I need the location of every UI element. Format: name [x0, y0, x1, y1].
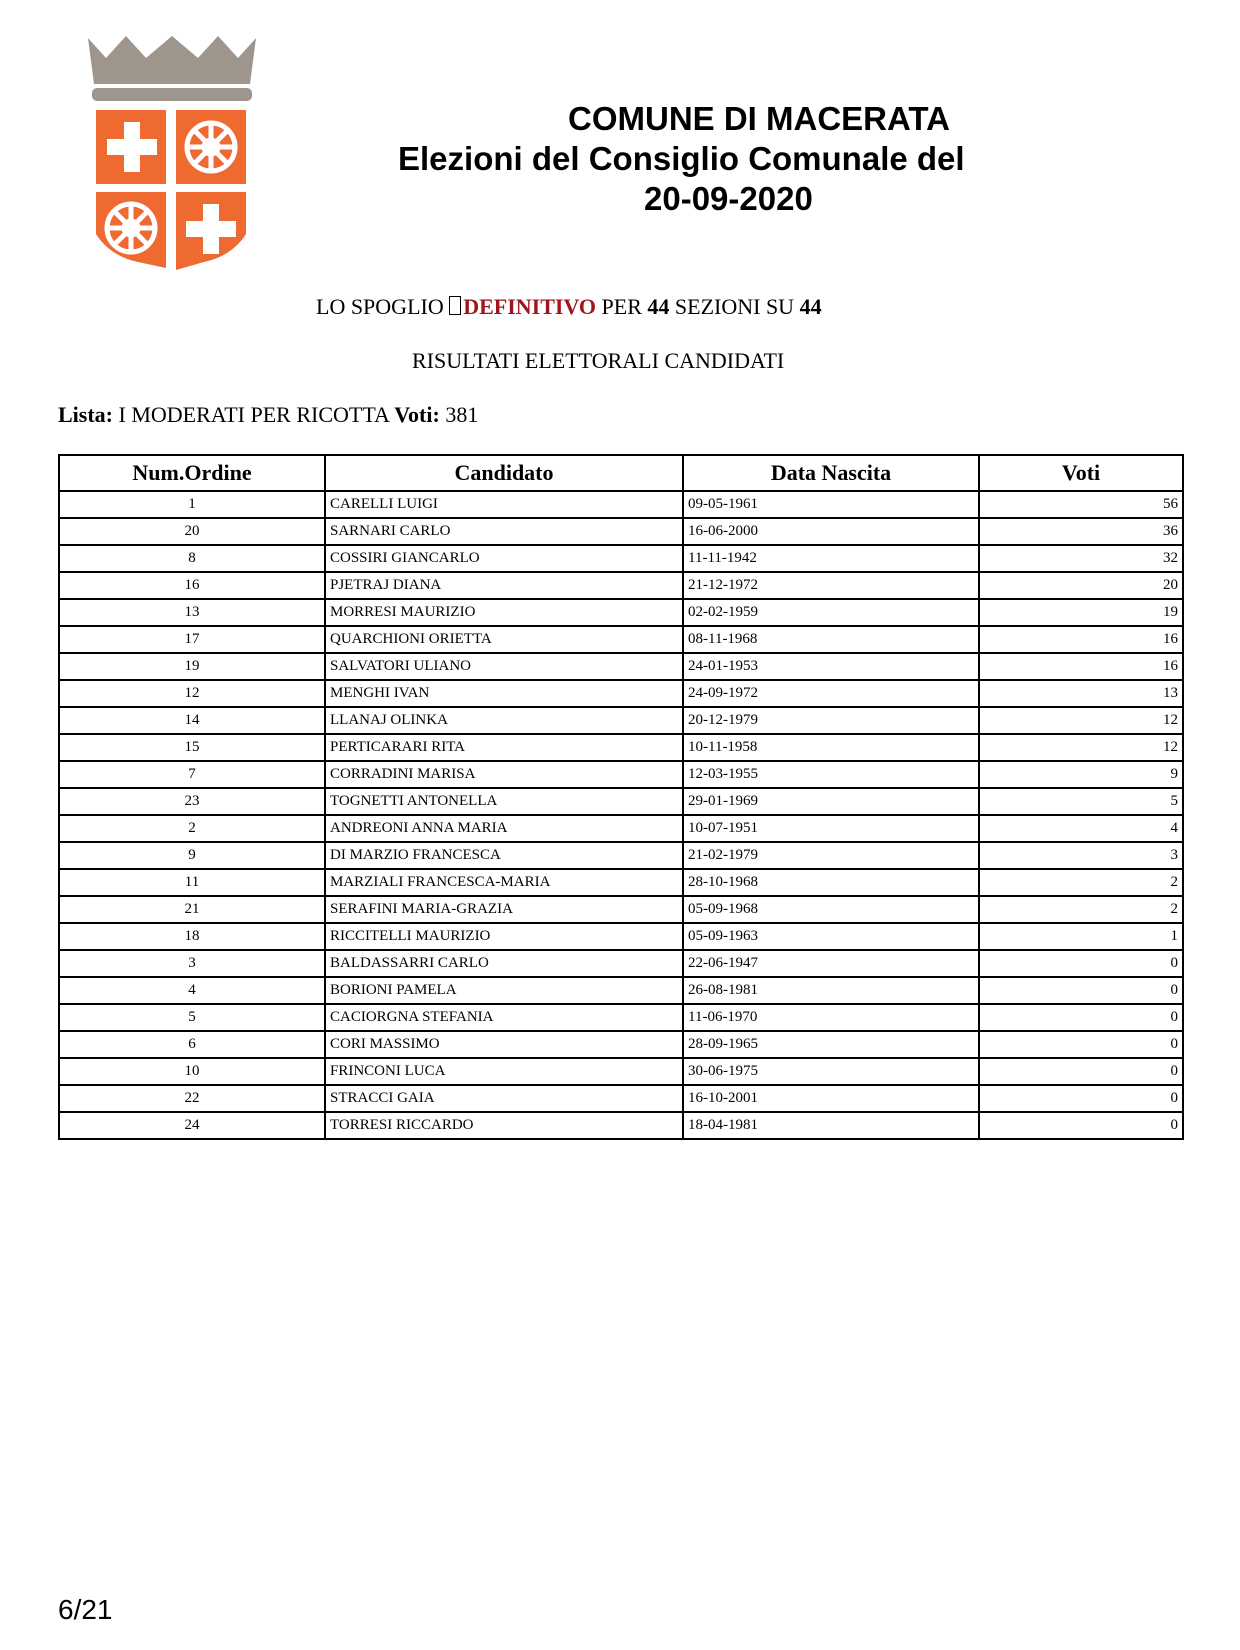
- table-row: [59, 869, 1183, 896]
- cell-candidato: BALDASSARRI CARLO: [325, 950, 683, 977]
- list-label: Lista:: [58, 402, 113, 427]
- cell-voti: 2: [979, 869, 1183, 896]
- cell-num-ordine: 24: [59, 1112, 325, 1139]
- table-row: [59, 1112, 1183, 1139]
- cell-num-ordine: 2: [59, 815, 325, 842]
- status-mid: SEZIONI SU: [669, 294, 800, 319]
- table-row: [59, 599, 1183, 626]
- cell-candidato: PERTICARARI RITA: [325, 734, 683, 761]
- cell-data-nascita: 05-09-1968: [683, 896, 979, 923]
- table-body: [59, 491, 1183, 1139]
- cell-voti: 16: [979, 626, 1183, 653]
- cell-data-nascita: 10-07-1951: [683, 815, 979, 842]
- page-number: 6/21: [58, 1594, 113, 1625]
- list-summary: [58, 402, 478, 428]
- cell-num-ordine: 20: [59, 518, 325, 545]
- cell-data-nascita: 24-09-1972: [683, 680, 979, 707]
- cell-data-nascita: 21-02-1979: [683, 842, 979, 869]
- sections-total: 44: [799, 294, 822, 319]
- cell-num-ordine: 8: [59, 545, 325, 572]
- cell-num-ordine: 13: [59, 599, 325, 626]
- cell-data-nascita: 10-11-1958: [683, 734, 979, 761]
- cell-num-ordine: 17: [59, 626, 325, 653]
- cell-candidato: DI MARZIO FRANCESCA: [325, 842, 683, 869]
- cell-num-ordine: 10: [59, 1058, 325, 1085]
- crown-shape: [88, 36, 256, 84]
- cell-candidato: TORRESI RICCARDO: [325, 1112, 683, 1139]
- list-votes-label: Voti:: [394, 402, 440, 427]
- cell-voti: 9: [979, 761, 1183, 788]
- cell-num-ordine: 4: [59, 977, 325, 1004]
- checkbox-glyph-icon: [449, 296, 461, 315]
- cell-candidato: BORIONI PAMELA: [325, 977, 683, 1004]
- cell-num-ordine: 14: [59, 707, 325, 734]
- list-votes: 381: [439, 402, 479, 427]
- cell-candidato: CORRADINI MARISA: [325, 761, 683, 788]
- cell-voti: 2: [979, 896, 1183, 923]
- cell-num-ordine: 1: [59, 491, 325, 518]
- cell-num-ordine: 11: [59, 869, 325, 896]
- cell-voti: 13: [979, 680, 1183, 707]
- cell-data-nascita: 12-03-1955: [683, 761, 979, 788]
- table-row: [59, 707, 1183, 734]
- cell-data-nascita: 09-05-1961: [683, 491, 979, 518]
- cell-data-nascita: 02-02-1959: [683, 599, 979, 626]
- table-row: [59, 1031, 1183, 1058]
- table-row: [59, 626, 1183, 653]
- cell-num-ordine: 9: [59, 842, 325, 869]
- table-row: [59, 491, 1183, 518]
- column-header-data-nascita: Data Nascita: [683, 455, 979, 491]
- cell-voti: 0: [979, 1112, 1183, 1139]
- cell-candidato: MARZIALI FRANCESCA-MARIA: [325, 869, 683, 896]
- results-subtitle: RISULTATI ELETTORALI CANDIDATI: [412, 348, 785, 373]
- cell-candidato: COSSIRI GIANCARLO: [325, 545, 683, 572]
- cell-candidato: FRINCONI LUCA: [325, 1058, 683, 1085]
- cell-candidato: MENGHI IVAN: [325, 680, 683, 707]
- cell-candidato: LLANAJ OLINKA: [325, 707, 683, 734]
- cell-candidato: PJETRAJ DIANA: [325, 572, 683, 599]
- column-header-num-ordine: Num.Ordine: [59, 455, 325, 491]
- cell-num-ordine: 19: [59, 653, 325, 680]
- cell-num-ordine: 23: [59, 788, 325, 815]
- cell-data-nascita: 26-08-1981: [683, 977, 979, 1004]
- status-per: PER: [596, 294, 648, 319]
- candidates-table: [58, 454, 1184, 1140]
- counting-status: [316, 294, 822, 320]
- cell-voti: 19: [979, 599, 1183, 626]
- cell-num-ordine: 5: [59, 1004, 325, 1031]
- table-row: [59, 950, 1183, 977]
- table-row: [59, 761, 1183, 788]
- cell-candidato: MORRESI MAURIZIO: [325, 599, 683, 626]
- column-header-candidato: Candidato: [325, 455, 683, 491]
- cell-num-ordine: 7: [59, 761, 325, 788]
- cell-data-nascita: 05-09-1963: [683, 923, 979, 950]
- cell-num-ordine: 15: [59, 734, 325, 761]
- cell-candidato: SERAFINI MARIA-GRAZIA: [325, 896, 683, 923]
- cell-data-nascita: 20-12-1979: [683, 707, 979, 734]
- cell-candidato: QUARCHIONI ORIETTA: [325, 626, 683, 653]
- cell-data-nascita: 24-01-1953: [683, 653, 979, 680]
- cell-num-ordine: 3: [59, 950, 325, 977]
- table-row: [59, 572, 1183, 599]
- table-row: [59, 734, 1183, 761]
- cell-data-nascita: 18-04-1981: [683, 1112, 979, 1139]
- status-prefix: LO SPOGLIO: [316, 294, 450, 319]
- cell-candidato: CARELLI LUIGI: [325, 491, 683, 518]
- cell-data-nascita: 28-10-1968: [683, 869, 979, 896]
- election-title: Elezioni del Consiglio Comunale del: [398, 140, 965, 177]
- table-row: [59, 680, 1183, 707]
- cell-voti: 12: [979, 707, 1183, 734]
- cell-voti: 0: [979, 1004, 1183, 1031]
- cell-candidato: SARNARI CARLO: [325, 518, 683, 545]
- table-header-row: [59, 455, 1183, 491]
- table-row: [59, 1058, 1183, 1085]
- cell-candidato: RICCITELLI MAURIZIO: [325, 923, 683, 950]
- cell-voti: 20: [979, 572, 1183, 599]
- cell-data-nascita: 16-06-2000: [683, 518, 979, 545]
- coat-of-arms-logo: [86, 34, 258, 286]
- election-date: 20-09-2020: [644, 180, 813, 217]
- cell-voti: 5: [979, 788, 1183, 815]
- cell-voti: 1: [979, 923, 1183, 950]
- list-name: I MODERATI PER RICOTTA: [113, 402, 395, 427]
- cell-data-nascita: 30-06-1975: [683, 1058, 979, 1085]
- table-row: [59, 815, 1183, 842]
- table-row: [59, 545, 1183, 572]
- cell-candidato: CACIORGNA STEFANIA: [325, 1004, 683, 1031]
- cell-data-nascita: 22-06-1947: [683, 950, 979, 977]
- cell-data-nascita: 11-06-1970: [683, 1004, 979, 1031]
- cell-candidato: ANDREONI ANNA MARIA: [325, 815, 683, 842]
- cell-candidato: STRACCI GAIA: [325, 1085, 683, 1112]
- cell-data-nascita: 21-12-1972: [683, 572, 979, 599]
- cell-voti: 3: [979, 842, 1183, 869]
- cell-candidato: TOGNETTI ANTONELLA: [325, 788, 683, 815]
- table-row: [59, 788, 1183, 815]
- cell-num-ordine: 6: [59, 1031, 325, 1058]
- cell-data-nascita: 11-11-1942: [683, 545, 979, 572]
- status-state: DEFINITIVO: [463, 294, 597, 319]
- table-row: [59, 896, 1183, 923]
- cell-voti: 0: [979, 1031, 1183, 1058]
- cell-voti: 0: [979, 950, 1183, 977]
- cell-num-ordine: 22: [59, 1085, 325, 1112]
- cell-voti: 4: [979, 815, 1183, 842]
- table-row: [59, 1004, 1183, 1031]
- table-row: [59, 653, 1183, 680]
- cell-voti: 0: [979, 977, 1183, 1004]
- cell-data-nascita: 29-01-1969: [683, 788, 979, 815]
- crown-band: [92, 88, 252, 101]
- table-row: [59, 977, 1183, 1004]
- sections-counted: 44: [647, 294, 670, 319]
- cell-candidato: SALVATORI ULIANO: [325, 653, 683, 680]
- cell-num-ordine: 12: [59, 680, 325, 707]
- cell-num-ordine: 18: [59, 923, 325, 950]
- cell-voti: 36: [979, 518, 1183, 545]
- cell-voti: 12: [979, 734, 1183, 761]
- table-row: [59, 1085, 1183, 1112]
- table-row: [59, 842, 1183, 869]
- municipality-title: COMUNE DI MACERATA: [568, 100, 950, 137]
- cell-voti: 0: [979, 1085, 1183, 1112]
- table-row: [59, 518, 1183, 545]
- cell-data-nascita: 28-09-1965: [683, 1031, 979, 1058]
- column-header-voti: Voti: [979, 455, 1183, 491]
- cell-voti: 56: [979, 491, 1183, 518]
- table-row: [59, 923, 1183, 950]
- cell-data-nascita: 16-10-2001: [683, 1085, 979, 1112]
- cell-voti: 0: [979, 1058, 1183, 1085]
- cell-num-ordine: 16: [59, 572, 325, 599]
- cell-voti: 32: [979, 545, 1183, 572]
- cell-num-ordine: 21: [59, 896, 325, 923]
- cell-candidato: CORI MASSIMO: [325, 1031, 683, 1058]
- cell-voti: 16: [979, 653, 1183, 680]
- cell-data-nascita: 08-11-1968: [683, 626, 979, 653]
